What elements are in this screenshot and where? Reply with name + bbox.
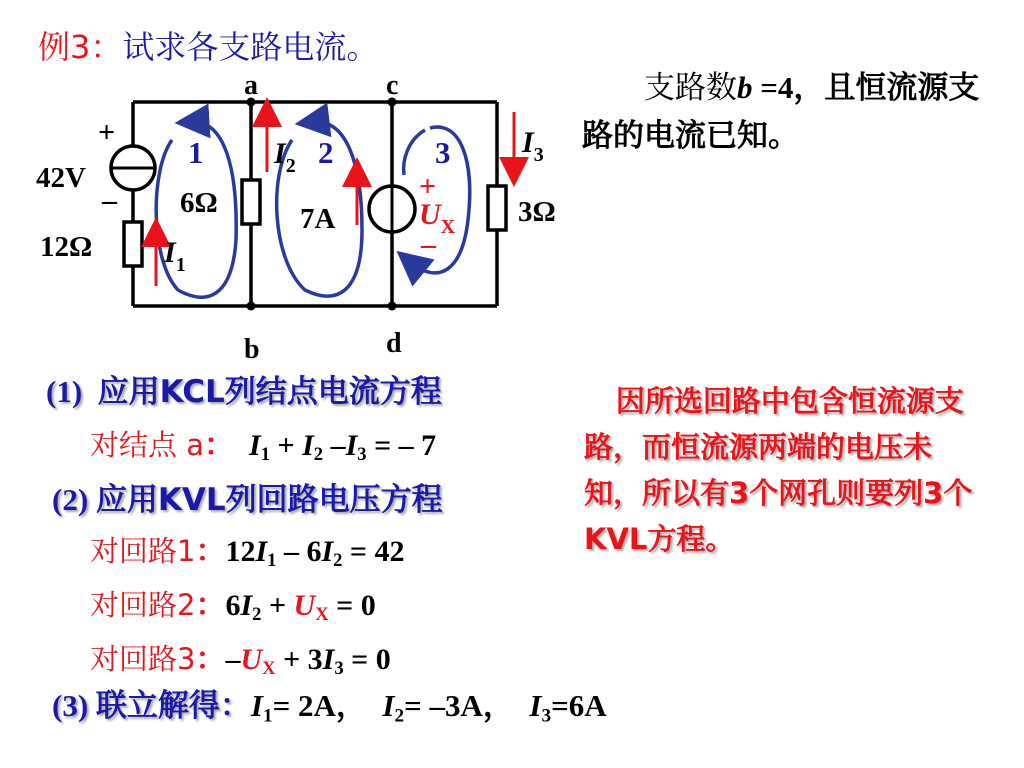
title-text: 试求各支路电流。 bbox=[122, 28, 379, 66]
i2-label: $I_2$ bbox=[274, 137, 296, 177]
eq-sub: 1 bbox=[267, 550, 277, 572]
intro-part2: =4，且恒流源支路的电流已知。 bbox=[582, 70, 980, 153]
eq-op: – 6 bbox=[276, 535, 322, 568]
step3-text: 联立解得： bbox=[95, 688, 251, 724]
loop1-equation bbox=[90, 526, 405, 570]
result-sub: 2 bbox=[394, 705, 405, 727]
loop1-eq-label: 对回路1 bbox=[90, 534, 196, 568]
result-var: I bbox=[529, 688, 542, 723]
eq-rhs: = 0 bbox=[328, 589, 376, 622]
intro-part1: 支路数 bbox=[644, 70, 737, 106]
step1-heading bbox=[46, 366, 442, 411]
i1-label: $I_1$ bbox=[164, 236, 186, 276]
result-sub: 1 bbox=[262, 705, 273, 727]
circuit-diagram bbox=[0, 0, 600, 370]
eq-var: I bbox=[249, 429, 261, 462]
step1-label: (1) bbox=[46, 374, 83, 409]
eq-sub: 2 bbox=[313, 444, 324, 466]
r2-label: 6Ω bbox=[180, 187, 218, 219]
title-colon: ： bbox=[90, 29, 123, 65]
result-var: I bbox=[382, 688, 395, 723]
i3-label: $I_3$ bbox=[522, 126, 544, 166]
eq-op: – bbox=[225, 643, 241, 676]
step2-text: 应用KVL列回路电压方程 bbox=[95, 482, 443, 518]
node-a-eq-label: 对结点 a bbox=[90, 428, 204, 462]
eq-var: I bbox=[322, 643, 335, 676]
ux-plus-label: + bbox=[419, 170, 437, 203]
loop2-number: 2 bbox=[318, 135, 334, 170]
eq-op: + 3 bbox=[275, 643, 323, 676]
node-a-eq-colon: ： bbox=[204, 429, 234, 462]
eq-sub: 2 bbox=[333, 550, 343, 572]
eq-sub: 1 bbox=[260, 444, 270, 466]
eq-sub: 3 bbox=[357, 444, 367, 466]
eq-rhs: = – 7 bbox=[366, 429, 437, 462]
eq-op: + bbox=[261, 589, 294, 622]
example-number: 例3 bbox=[38, 28, 91, 66]
result-i3: =6A bbox=[551, 688, 607, 723]
eq-rhs: = 42 bbox=[342, 535, 405, 568]
loop3-equation bbox=[90, 634, 391, 678]
step2-heading bbox=[52, 474, 443, 519]
loop1-eq-colon: ： bbox=[195, 535, 226, 568]
eq-var: I bbox=[255, 535, 268, 568]
node-a-equation bbox=[90, 420, 436, 464]
result-var: I bbox=[250, 688, 263, 723]
node-b-dot bbox=[247, 302, 256, 311]
eq-var-ux: U bbox=[293, 589, 316, 622]
result-sub: 3 bbox=[541, 705, 552, 727]
loop1-number: 1 bbox=[188, 135, 204, 170]
ux-minus-label: – bbox=[421, 228, 436, 261]
result-i1: = 2A， bbox=[272, 688, 367, 723]
eq-op: + bbox=[269, 429, 303, 462]
source-voltage-label: 42V bbox=[36, 162, 86, 194]
result-i2: = –3A， bbox=[404, 688, 514, 723]
eq-var-ux: U bbox=[240, 643, 263, 676]
eq-sub-ux: X bbox=[262, 658, 276, 680]
step2-label: (2) bbox=[52, 482, 89, 517]
eq-op: – bbox=[323, 429, 346, 462]
node-c-label: c bbox=[386, 70, 399, 101]
r1-label: 12Ω bbox=[40, 231, 93, 263]
loop3-number: 3 bbox=[435, 135, 451, 170]
loop3-eq-label: 对回路3 bbox=[90, 642, 196, 676]
step3-label: (3) bbox=[52, 688, 89, 723]
eq-rhs: = 0 bbox=[343, 643, 391, 676]
eq-var: I bbox=[302, 429, 314, 462]
eq-var: I bbox=[345, 429, 358, 462]
node-b-label: b bbox=[244, 334, 260, 365]
resistor-12-icon bbox=[124, 222, 142, 266]
ux-label: $U_X$ bbox=[419, 198, 456, 238]
loop3-eq-colon: ： bbox=[195, 643, 226, 676]
intro-var-b: b bbox=[737, 70, 753, 105]
r3-label: 3Ω bbox=[518, 196, 556, 228]
eq-sub: 3 bbox=[334, 658, 344, 680]
eq-var: I bbox=[240, 589, 253, 622]
eq-coef: 6 bbox=[225, 589, 241, 622]
explanation-note: 因所选回路中包含恒流源支路，而恒流源两端的电压未知，所以有3个网孔则要列3个KVL方程。 bbox=[584, 384, 973, 556]
step1-text: 应用KCL列结点电流方程 bbox=[97, 374, 442, 410]
source-minus-label: – bbox=[102, 184, 117, 217]
eq-sub: 2 bbox=[252, 604, 262, 626]
eq-sub-ux: X bbox=[315, 604, 329, 626]
intro-text bbox=[582, 64, 982, 160]
eq-var: I bbox=[321, 535, 334, 568]
source-plus-label: + bbox=[98, 116, 116, 149]
loop2-equation bbox=[90, 580, 376, 624]
node-a-label: a bbox=[244, 70, 258, 101]
node-d-dot bbox=[388, 302, 397, 311]
step3-result bbox=[52, 680, 607, 725]
node-d-label: d bbox=[386, 328, 402, 359]
current-source-label: 7A bbox=[300, 203, 336, 235]
resistor-3-icon bbox=[488, 186, 506, 230]
eq-coef: 12 bbox=[225, 535, 256, 568]
loop2-eq-label: 对回路2 bbox=[90, 588, 196, 622]
loop2-eq-colon: ： bbox=[195, 589, 226, 622]
resistor-6-icon bbox=[242, 180, 260, 224]
